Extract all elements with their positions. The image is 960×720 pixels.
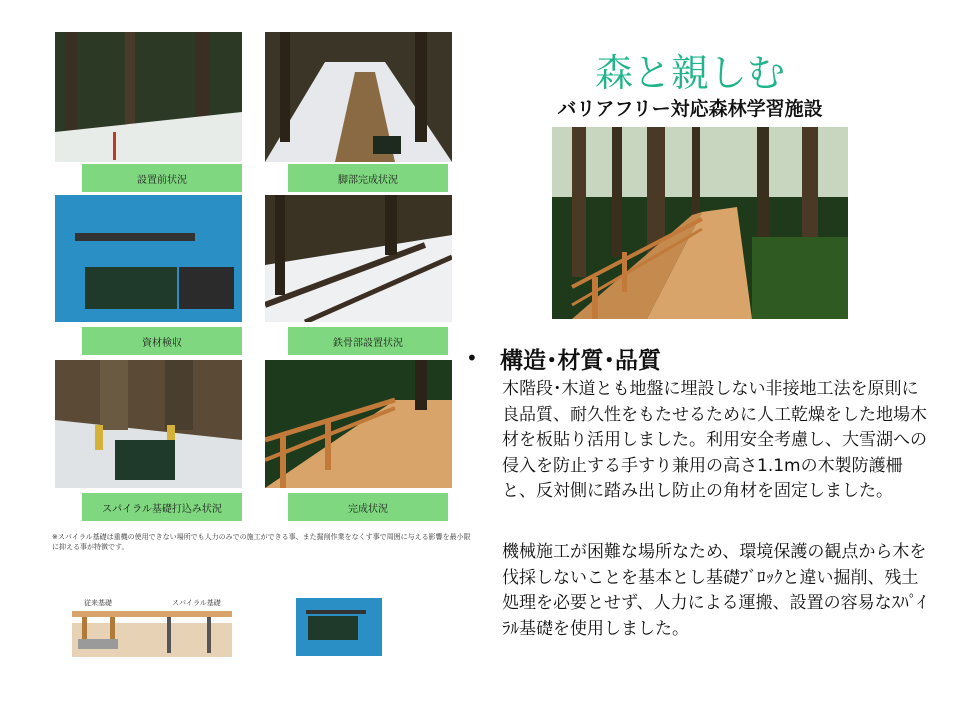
caption-leg-completion: 脚部完成状況 bbox=[288, 164, 448, 192]
photo-material-inspection bbox=[55, 195, 242, 322]
caption-completed: 完成状況 bbox=[288, 493, 448, 521]
photo-completed bbox=[265, 360, 452, 488]
caption-spiral-foundation-driving: スパイラル基礎打込み状況 bbox=[82, 493, 242, 521]
section-paragraph-1: 木階段･木道とも地盤に埋設しない非接地工法を原則に良品質、耐久性をもたせるために人工乾燥をした地場木材を板貼り活用しました。利用安全考慮し、大雪湖への侵入を防止する手すり兼用の高さ1.1mの木製防護柵と、反対側に踏み出し防止の角材を固定しました。 bbox=[502, 379, 927, 501]
page-subtitle: バリアフリー対応森林学習施設 bbox=[557, 98, 823, 120]
section-heading: 構造･材質･品質 bbox=[500, 348, 661, 374]
section-paragraph-2: 機械施工が困難な場所なため、環境保護の観点から木を伐採しないことを基本とし基礎ﾌﾞﾛｯｸと違い掘削、残土処理を必要とせず、人力による運搬、設置の容易なｽﾊﾟｲﾗﾙ基礎を使用しました。 bbox=[502, 542, 927, 639]
caption-before-installation: 設置前状況 bbox=[82, 164, 242, 192]
caption-steel-installation: 鉄骨部設置状況 bbox=[288, 327, 448, 355]
page-title: 森と親しむ bbox=[594, 51, 785, 95]
diagram-label-spiral: スパイラル基礎 bbox=[172, 599, 221, 607]
photo-spiral-foundation-driving bbox=[55, 360, 242, 488]
photo-spiral-pile-small bbox=[296, 598, 382, 656]
photo-steel-installation bbox=[265, 195, 452, 322]
diagram-label-conventional: 従来基礎 bbox=[84, 599, 112, 607]
caption-material-inspection: 資材検収 bbox=[82, 327, 242, 355]
boardwalk-photo bbox=[552, 127, 848, 319]
photo-leg-completion bbox=[265, 32, 452, 162]
footnote: ※スパイラル基礎は重機の使用できない場所でも人力のみでの施工ができる事、また掘削作業をなくす事で周囲に与える影響を最小限に抑える事が特徴です。 bbox=[52, 533, 471, 551]
bullet-marker: • bbox=[466, 346, 478, 370]
photo-before-installation bbox=[55, 32, 242, 162]
